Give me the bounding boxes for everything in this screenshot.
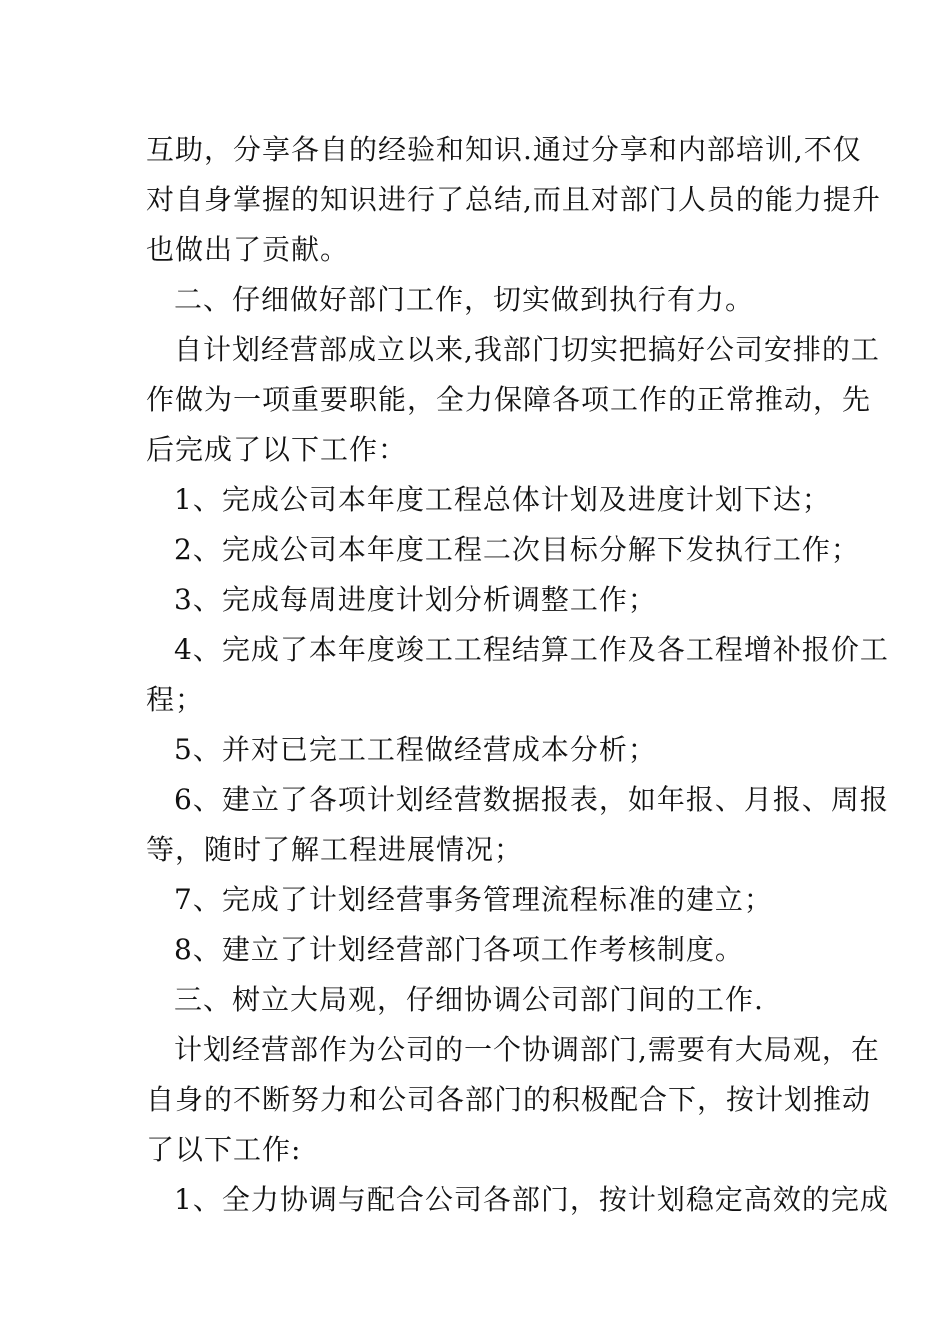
- list-item: 1、全力协调与配合公司各部门，按计划稳定高效的完成: [174, 1183, 889, 1216]
- list-item: 8、建立了计划经营部门各项工作考核制度。: [174, 933, 744, 966]
- list-item: 5、并对已完工工程做经营成本分析；: [174, 733, 657, 766]
- text-line: 也做出了贡献。: [146, 233, 350, 266]
- text-line: 作做为一项重要职能，全力保障各项工作的正常推动，先: [146, 383, 872, 416]
- list-item: 2、完成公司本年度工程二次目标分解下发执行工作；: [174, 533, 860, 566]
- section-heading: 二、仔细做好部门工作，切实做到执行有力。: [174, 283, 755, 316]
- list-item: 1、完成公司本年度工程总体计划及进度计划下达；: [174, 483, 831, 516]
- list-item-continuation: 程；: [146, 683, 205, 716]
- text-line: 互助，分享各自的经验和知识.通过分享和内部培训,不仅: [146, 133, 862, 166]
- text-line: 计划经营部作为公司的一个协调部门,需要有大局观，在: [174, 1033, 880, 1066]
- document-body: [146, 125, 889, 1225]
- list-item: 3、完成每周进度计划分析调整工作；: [174, 583, 657, 616]
- text-line: 自身的不断努力和公司各部门的积极配合下，按计划推动: [146, 1083, 872, 1116]
- section-heading: 三、树立大局观，仔细协调公司部门间的工作.: [174, 983, 764, 1016]
- text-line: 对自身掌握的知识进行了总结,而且对部门人员的能力提升: [146, 183, 881, 216]
- text-line: 了以下工作:: [146, 1133, 302, 1166]
- list-item-continuation: 等，随时了解工程进展情况；: [146, 833, 524, 866]
- text-line: 自计划经营部成立以来,我部门切实把搞好公司安排的工: [174, 333, 880, 366]
- text-line: 后完成了以下工作：: [146, 433, 408, 466]
- list-item: 4、完成了本年度竣工工程结算工作及各工程增补报价工: [174, 633, 889, 666]
- list-item: 7、完成了计划经营事务管理流程标准的建立；: [174, 883, 773, 916]
- list-item: 6、建立了各项计划经营数据报表，如年报、月报、周报: [174, 783, 889, 816]
